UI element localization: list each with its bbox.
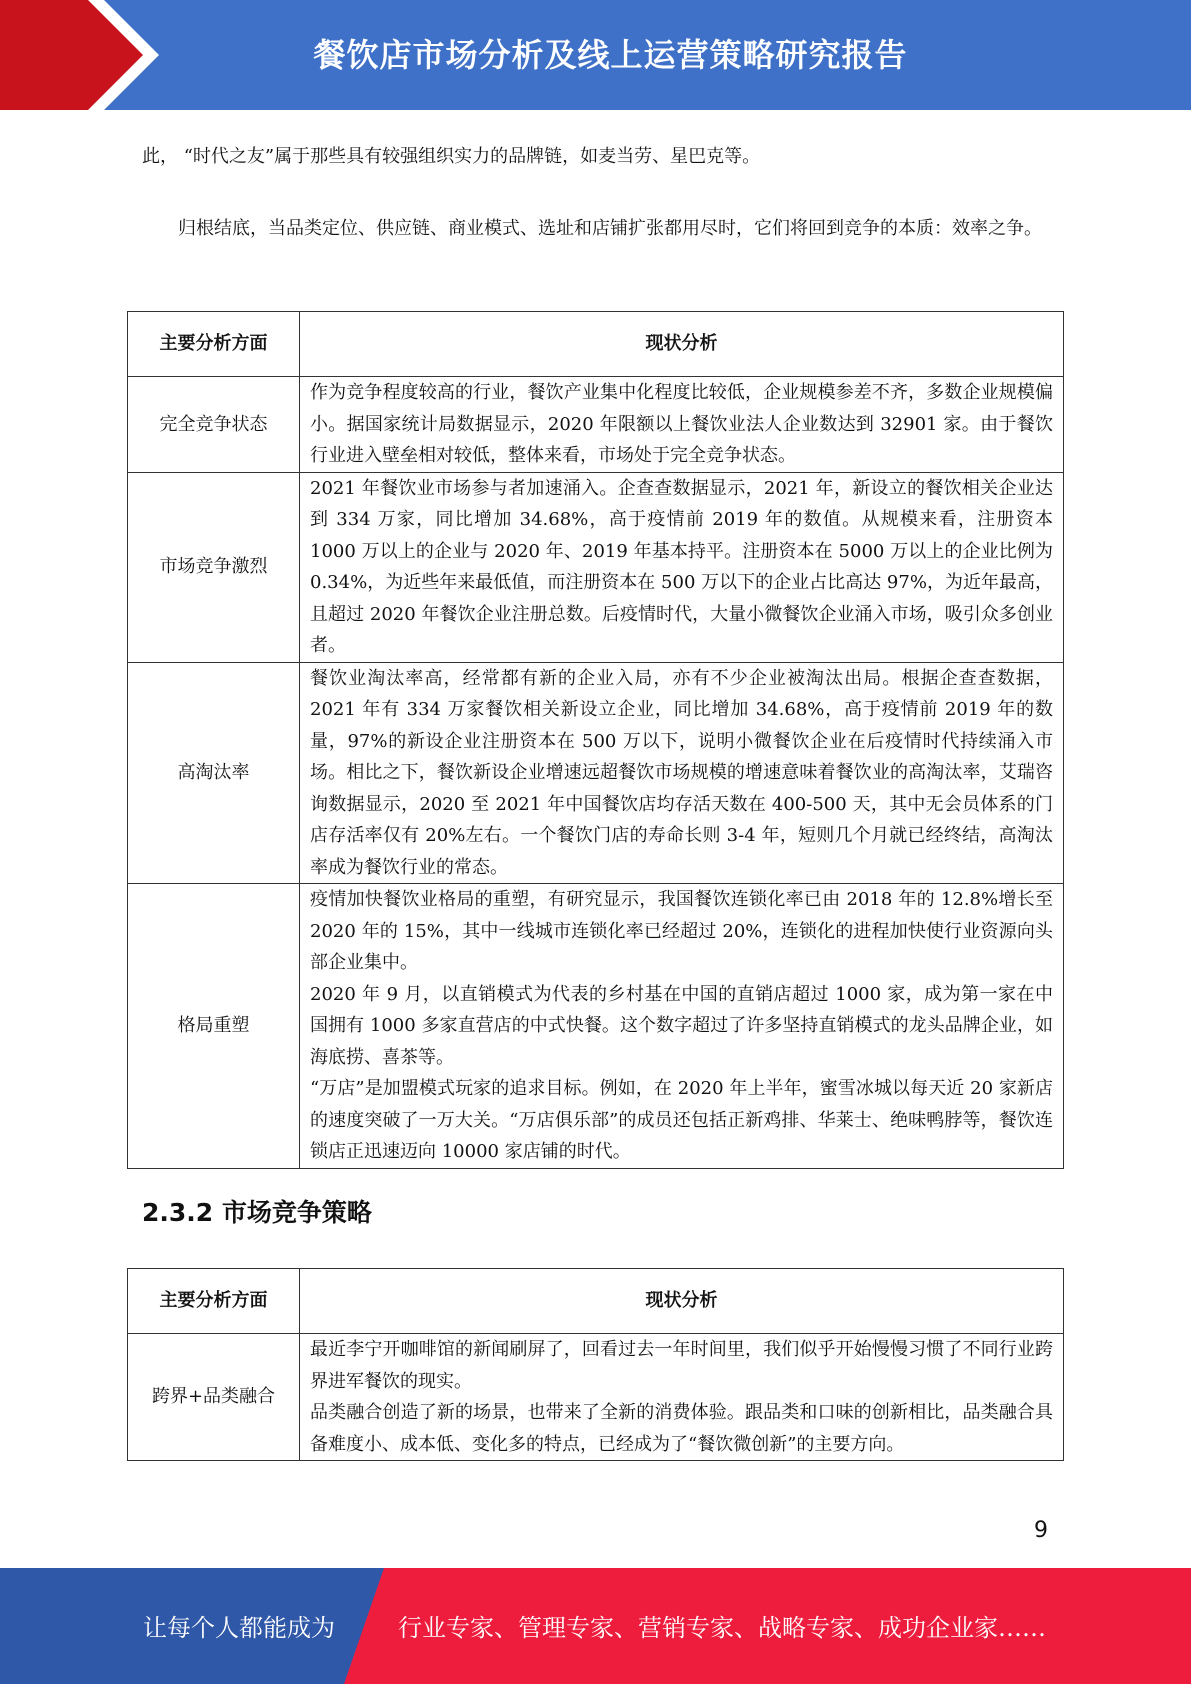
row-label: 高淘汰率 bbox=[128, 662, 300, 884]
table-header-row bbox=[128, 312, 1064, 377]
row-label: 跨界+品类融合 bbox=[128, 1334, 300, 1461]
footer-slogan-right: 行业专家、管理专家、营销专家、战略专家、成功企业家…… bbox=[398, 1614, 1046, 1642]
row-text bbox=[300, 1334, 1064, 1461]
section-title: 2.3.2 市场竞争策略 bbox=[142, 1198, 372, 1227]
page-number: 9 bbox=[1034, 1518, 1048, 1543]
analysis-table-2 bbox=[127, 1268, 1064, 1461]
page-header bbox=[0, 0, 1191, 110]
table-row bbox=[128, 884, 1064, 1169]
row-paragraph: 2020 年 9 月，以直销模式为代表的乡村基在中国的直销店超过 1000 家，成为第一家在中国拥有 1000 多家直营店的中式快餐。这个数字超过了许多坚持直销模式的龙头品牌企业，如海底捞、喜茶等。 bbox=[310, 983, 1053, 1068]
table-row bbox=[128, 1334, 1064, 1461]
table-row bbox=[128, 472, 1064, 662]
row-paragraph: 品类融合创造了新的场景，也带来了全新的消费体验。跟品类和口味的创新相比，品类融合具备难度小、成本低、变化多的特点，已经成为了“餐饮微创新”的主要方向。 bbox=[310, 1402, 1053, 1455]
report-title: 餐饮店市场分析及线上运营策略研究报告 bbox=[313, 36, 908, 74]
table-header-row bbox=[128, 1269, 1064, 1334]
row-label: 完全竞争状态 bbox=[128, 377, 300, 473]
row-text: 作为竞争程度较高的行业，餐饮产业集中化程度比较低，企业规模参差不齐，多数企业规模偏小。据国家统计局数据显示，2020 年限额以上餐饮业法人企业数达到 32901 家。由于餐饮行业进入壁垒相对较低，整体来看，市场处于完全竞争状态。 bbox=[300, 377, 1064, 473]
table-row bbox=[128, 662, 1064, 884]
header-aspect: 主要分析方面 bbox=[128, 1269, 300, 1334]
footer-slogan-left: 让每个人都能成为 bbox=[143, 1614, 335, 1642]
analysis-table-1 bbox=[127, 311, 1064, 1169]
row-text: 2021 年餐饮业市场参与者加速涌入。企查查数据显示，2021 年，新设立的餐饮相关企业达到 334 万家，同比增加 34.68%，高于疫情前 2019 年的数值。从规模来看，注册资本 1000 万以上的企业与 2020 年、2019 年基本持平。注册资本在 5000 万以上的企业比例为 0.34%，为近些年来最低值，而注册资本在 500 万以下的企业占比高达 97%，为近年最高，且超过 2020 年餐饮企业注册总数。后疫情时代，大量小微餐饮企业涌入市场，吸引众多创业者。 bbox=[300, 472, 1064, 662]
page-footer bbox=[0, 1568, 1191, 1684]
row-paragraph: 最近李宁开咖啡馆的新闻刷屏了，回看过去一年时间里，我们似乎开始慢慢习惯了不同行业跨界进军餐饮的现实。 bbox=[310, 1339, 1053, 1392]
row-text bbox=[300, 884, 1064, 1169]
header-analysis: 现状分析 bbox=[300, 312, 1064, 377]
paragraph-1: 此， “时代之友”属于那些具有较强组织实力的品牌链，如麦当劳、星巴克等。 bbox=[142, 146, 761, 167]
paragraph-2: 归根结底，当品类定位、供应链、商业模式、选址和店铺扩张都用尽时，它们将回到竞争的本质：效率之争。 bbox=[178, 218, 1042, 239]
row-paragraph: “万店”是加盟模式玩家的追求目标。例如，在 2020 年上半年，蜜雪冰城以每天近 20 家新店的速度突破了一万大关。“万店俱乐部”的成员还包括正新鸡排、华莱士、绝味鸭脖等，餐饮连锁店正迅速迈向 10000 家店铺的时代。 bbox=[310, 1078, 1053, 1162]
row-paragraph: 疫情加快餐饮业格局的重塑，有研究显示，我国餐饮连锁化率已由 2018 年的 12.8%增长至 2020 年的 15%，其中一线城市连锁化率已经超过 20%，连锁化的进程加快使行业资源向头部企业集中。 bbox=[310, 889, 1053, 973]
row-label: 市场竞争激烈 bbox=[128, 472, 300, 662]
red-arrow-decoration bbox=[0, 0, 160, 110]
table-row bbox=[128, 377, 1064, 473]
row-label: 格局重塑 bbox=[128, 884, 300, 1169]
header-aspect: 主要分析方面 bbox=[128, 312, 300, 377]
header-analysis: 现状分析 bbox=[300, 1269, 1064, 1334]
row-text: 餐饮业淘汰率高，经常都有新的企业入局，亦有不少企业被淘汰出局。根据企查查数据，2021 年有 334 万家餐饮相关新设立企业，同比增加 34.68%，高于疫情前 2019 年的数量，97%的新设企业注册资本在 500 万以下，说明小微餐饮企业在后疫情时代持续涌入市场。相比之下，餐饮新设企业增速远超餐饮市场规模的增速意味着餐饮业的高淘汰率，艾瑞咨询数据显示，2020 至 2021 年中国餐饮店均存活天数在 400-500 天，其中无会员体系的门店存活率仅有 20%左右。一个餐饮门店的寿命长则 3-4 年，短则几个月就已经终结，高淘汰率成为餐饮行业的常态。 bbox=[300, 662, 1064, 884]
